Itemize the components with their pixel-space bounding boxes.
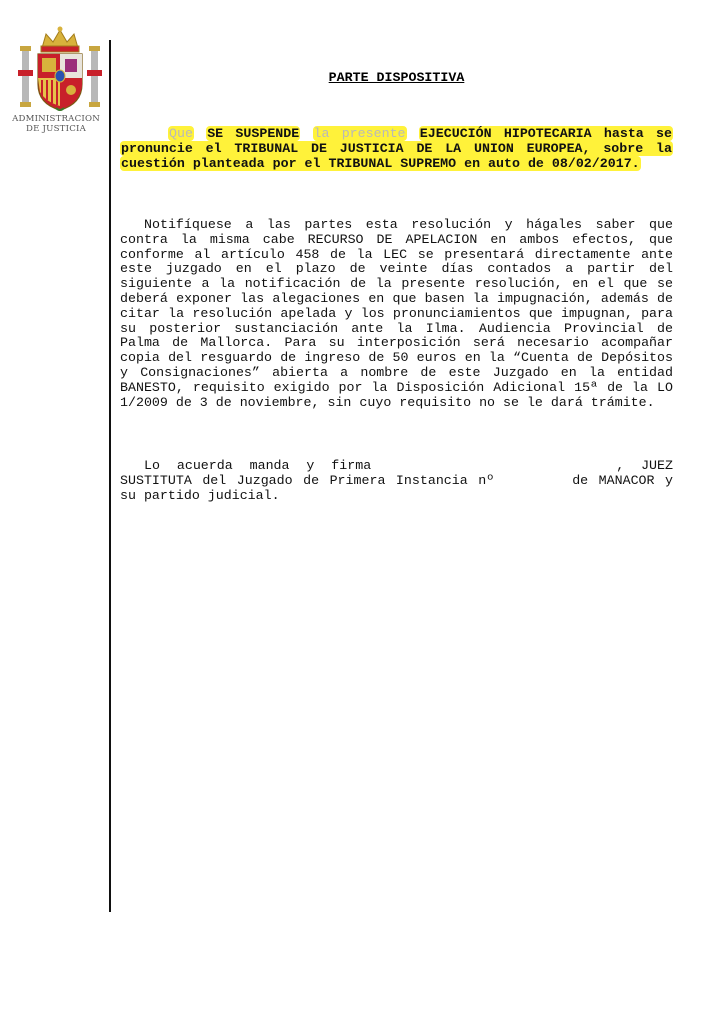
highlighted-text: EJECUCIÓN HIPOTECARIA hasta se pronuncie el TRIBUNAL DE JUSTICIA DE LA UNION EUROPEA, sobre la cuestión planteada por el TRIBUNAL SUPREMO en auto de 08/02/2017. xyxy=(121,126,672,171)
margin-rule xyxy=(109,40,111,912)
signature-text-3: de MANACOR y su partido judicial. xyxy=(120,472,673,503)
crest-caption xyxy=(6,114,106,134)
notification-paragraph xyxy=(120,218,673,410)
spanish-coat-of-arms-icon xyxy=(18,26,102,114)
crest-caption-line-2: DE JUSTICIA xyxy=(26,124,86,134)
signature-paragraph xyxy=(120,459,673,503)
notification-text: Notifíquese a las partes esta resolución y hágales saber que contra la misma cabe RECURSO DE APELACION en ambos efectos, que conforme al artículo 458 de la LEC se presentará directamente ante este juzgado en el plazo de veinte días contados a partir del siguiente a la notificación de la presente resolución, en el que se deberá exponer las alegaciones en que basen la impugnación, además de citar la resolución apelada y los pronunciamientos que impugnan, para su posterior sustanciación ante la Ilma. Audiencia Provincial de Palma de Mallorca. Para su interposición será necesario acompañar copia del resguardo de ingreso de 50 euros en la “Cuenta de Depósitos y Consignaciones” abierta a nombre de este Juzgado en la entidad BANESTO, requisito exigido por la Disposición Adicional 15ª de la LO 1/2009 de 3 de noviembre, sin cuyo requisito no se le dará trámite. xyxy=(120,217,673,410)
highlighted-text: Que xyxy=(169,126,193,141)
signature-text-1: Lo acuerda manda y firma xyxy=(144,458,372,473)
signature-text-2: , JUEZ SUSTITUTA del Juzgado de Primera Instancia nº xyxy=(120,458,673,488)
highlighted-text: SE SUSPENDE xyxy=(207,126,300,141)
operative-paragraph xyxy=(120,127,673,171)
section-title: PARTE DISPOSITIVA xyxy=(328,70,465,85)
highlighted-text: la presente xyxy=(313,126,406,141)
crest-caption-line-1: ADMINISTRACION xyxy=(12,114,100,124)
